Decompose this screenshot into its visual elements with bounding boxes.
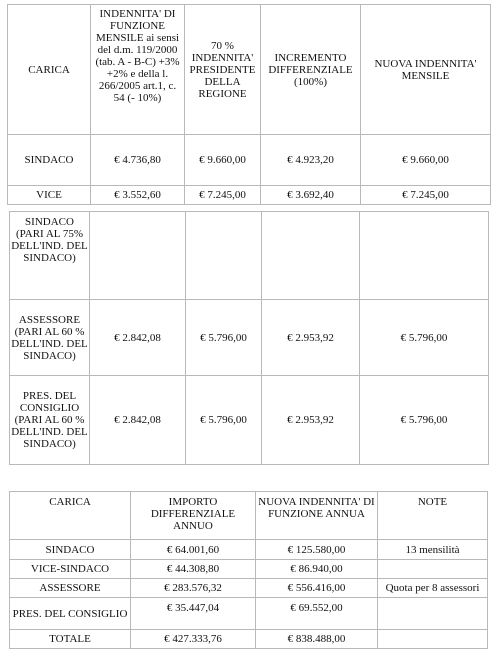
cell-incremento: € 4.923,20 [261,135,361,186]
table-row [10,376,489,465]
cell-carica: SINDACO [8,135,91,186]
cell-indennita: € 4.736,80 [91,135,185,186]
table-row [10,579,488,598]
cell-carica: SINDACO (PARI AL 75% DELL'IND. DEL SINDACO) [10,212,90,300]
cell-note [378,630,488,649]
cell-importo: € 44.308,80 [131,560,256,579]
cell-carica: ASSESSORE (PARI AL 60 % DELL'IND. DEL SINDACO) [10,300,90,376]
cell-carica: VICE-SINDACO [10,560,131,579]
header-nuova-indennita: NUOVA INDENNITA' MENSILE [361,5,491,135]
header-note: NOTE [378,492,488,540]
cell-indennita: € 2.842,08 [90,376,186,465]
cell-presidente: € 9.660,00 [185,135,261,186]
table-row [10,212,489,300]
cell-nuova: € 5.796,00 [360,376,489,465]
cell-indennita: € 2.842,08 [90,300,186,376]
cell-incremento [262,212,360,300]
cell-indennita: € 3.552,60 [91,186,185,205]
table-row [10,540,488,560]
indennita-assessori-table [9,211,489,465]
cell-nuova [360,212,489,300]
cell-carica: PRES. DEL CONSIGLIO (PARI AL 60 % DELL'IND. DEL SINDACO) [10,376,90,465]
table-row [8,186,491,205]
cell-nuova: € 556.416,00 [256,579,378,598]
cell-carica: SINDACO [10,540,131,560]
header-indennita-funzione: INDENNITA' DI FUNZIONE MENSILE ai sensi del d.m. 119/2000 (tab. A - B-C) +3% +2% e della l. 266/2005 art.1, c. 54 (- 10%) [91,5,185,135]
table-row [10,598,488,630]
cell-incremento: € 3.692,40 [261,186,361,205]
header-presidente-regione: 70 % INDENNITA' PRESIDENTE DELLA REGIONE [185,5,261,135]
cell-nuova: € 125.580,00 [256,540,378,560]
cell-indennita [90,212,186,300]
cell-nuova: € 5.796,00 [360,300,489,376]
indennita-mensile-table [7,4,491,205]
indennita-annua-table [9,491,488,649]
cell-note: Quota per 8 assessori [378,579,488,598]
cell-presidente: € 7.245,00 [185,186,261,205]
cell-nuova: € 7.245,00 [361,186,491,205]
cell-note [378,560,488,579]
cell-carica: ASSESSORE [10,579,131,598]
cell-carica: VICE [8,186,91,205]
cell-carica: PRES. DEL CONSIGLIO [10,598,131,630]
cell-note: 13 mensilità [378,540,488,560]
cell-presidente: € 5.796,00 [186,376,262,465]
header-nuova-indennita-annua: NUOVA INDENNITA' DI FUNZIONE ANNUA [256,492,378,540]
cell-carica: TOTALE [10,630,131,649]
cell-nuova: € 9.660,00 [361,135,491,186]
cell-presidente: € 5.796,00 [186,300,262,376]
cell-incremento: € 2.953,92 [262,376,360,465]
cell-importo: € 64.001,60 [131,540,256,560]
header-importo-differenziale: IMPORTO DIFFERENZIALE ANNUO [131,492,256,540]
cell-note [378,598,488,630]
cell-nuova: € 69.552,00 [256,598,378,630]
table-row [8,135,491,186]
table-header-row [10,492,488,540]
header-carica: CARICA [10,492,131,540]
table-row [10,560,488,579]
cell-nuova: € 838.488,00 [256,630,378,649]
cell-importo: € 35.447,04 [131,598,256,630]
cell-importo: € 427.333,76 [131,630,256,649]
cell-importo: € 283.576,32 [131,579,256,598]
table-row [10,630,488,649]
table-row [10,300,489,376]
header-incremento-differenziale: INCREMENTO DIFFERENZIALE (100%) [261,5,361,135]
table-header-row [8,5,491,135]
header-carica: CARICA [8,5,91,135]
cell-incremento: € 2.953,92 [262,300,360,376]
cell-presidente [186,212,262,300]
cell-nuova: € 86.940,00 [256,560,378,579]
